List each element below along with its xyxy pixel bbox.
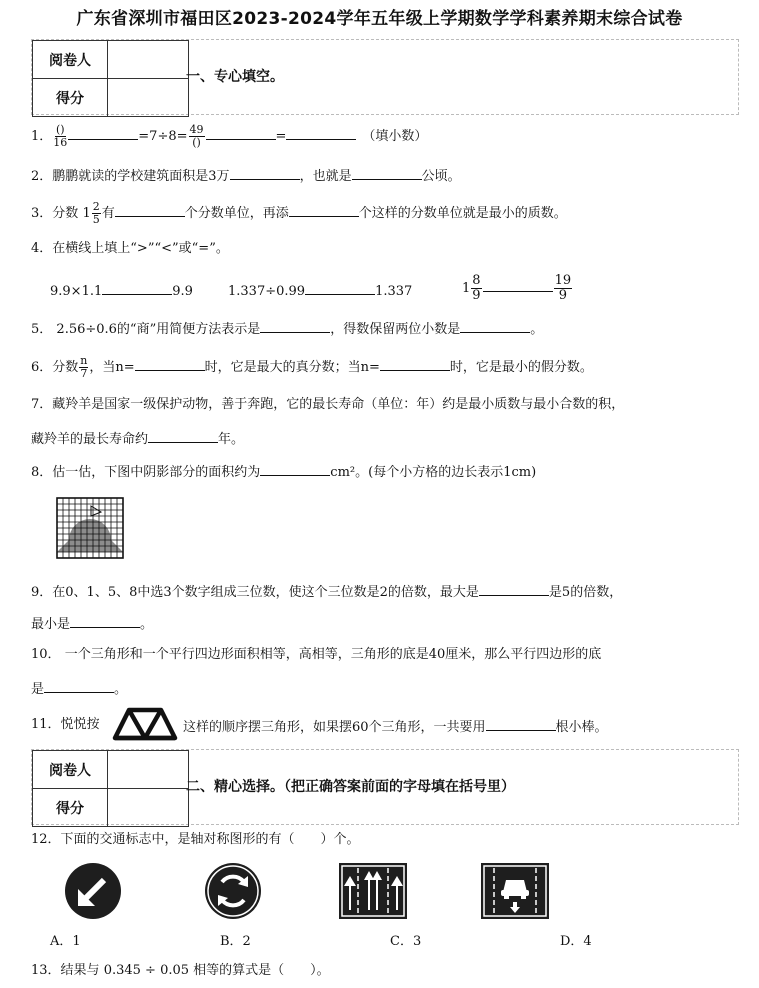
- answer-blank[interactable]: [230, 165, 300, 180]
- answer-blank[interactable]: [260, 461, 330, 476]
- compare-2: [228, 280, 412, 301]
- numerator: 8: [472, 273, 481, 288]
- answer-blank[interactable]: [68, 125, 138, 140]
- question-number: 7．: [31, 397, 53, 412]
- text: 藏羚羊是国家一级保护动物，善于奔跑，它的最长寿命（单位：年）约是最小质数与最小合数的积，: [52, 397, 625, 412]
- sign-arrow-down-left-icon: [64, 862, 122, 920]
- numerator: (): [55, 123, 65, 136]
- text: 公顷。: [421, 169, 461, 184]
- question-5: [31, 318, 543, 339]
- numerator: 2: [92, 200, 100, 213]
- expression: 1.337: [375, 284, 413, 299]
- compare-3: [462, 274, 573, 303]
- question-7-line-2: [31, 428, 244, 449]
- question-1: [31, 124, 427, 149]
- question-number: 9．: [31, 585, 53, 600]
- text: 一个三角形和一个平行四边形面积相等，高相等，三角形的底是40厘米，那么平行四边形的底: [64, 647, 602, 662]
- answer-blank[interactable]: [352, 165, 422, 180]
- sign-car-lane-icon: [480, 862, 550, 920]
- text: =: [275, 129, 287, 144]
- text: 鹏鹏就读的学校建筑面积是3万: [52, 169, 230, 184]
- section-header-fill: [31, 39, 739, 115]
- text: 结果与: [60, 963, 100, 978]
- question-number: 3．: [31, 206, 53, 221]
- mixed-whole: 1: [462, 281, 471, 296]
- denominator: 7: [80, 367, 88, 380]
- text: 2.56÷0.6的“商”用简便方法表示是: [56, 322, 261, 337]
- text: 分数: [52, 360, 79, 375]
- stick-triangles-icon: [111, 706, 179, 742]
- question-12: [31, 831, 360, 849]
- answer-blank[interactable]: [115, 202, 185, 217]
- text: 下面的交通标志中，是轴对称图形的有（ ）个。: [60, 832, 360, 847]
- mixed-whole: 1: [82, 206, 91, 221]
- denominator: 5: [92, 213, 100, 226]
- answer-blank[interactable]: [289, 202, 359, 217]
- text: 藏羚羊的最长寿命约: [31, 432, 149, 447]
- text: 。: [530, 322, 544, 337]
- text: 是5的倍数，: [548, 585, 623, 600]
- fraction: [79, 355, 88, 380]
- sign-roundabout-icon: [204, 862, 262, 920]
- question-7: [31, 396, 624, 414]
- question-11-continued: [183, 716, 608, 737]
- text: 悦悦按: [60, 717, 100, 732]
- expression: 1.337÷0.99: [228, 284, 306, 299]
- numerator: 19: [554, 273, 572, 288]
- hint: （填小数）: [362, 129, 428, 144]
- fraction: [189, 124, 205, 149]
- option-d[interactable]: D．4: [560, 934, 592, 949]
- score-cell[interactable]: [108, 79, 189, 117]
- question-3: [31, 201, 567, 226]
- answer-blank[interactable]: [486, 716, 556, 731]
- answer-blank[interactable]: [380, 356, 450, 371]
- answer-blank[interactable]: [148, 428, 218, 443]
- text: 这样的顺序摆三角形，如果摆60个三角形，一共要用: [183, 720, 486, 735]
- text: 相等的算式是（ ）。: [193, 963, 330, 978]
- triangles-shape: [115, 710, 175, 738]
- fraction: [471, 274, 481, 303]
- text: ，也就是: [299, 169, 352, 184]
- text: 。: [140, 617, 154, 632]
- text: 在0、1、5、8中选3个数字组成三位数，使这个三位数是2的倍数，最大是: [52, 585, 479, 600]
- question-9-line-2: [31, 613, 153, 634]
- question-number: 13．: [31, 963, 61, 978]
- grader-label: 阅卷人: [33, 751, 108, 789]
- text: 最小是: [31, 617, 71, 632]
- text: 分数: [52, 206, 79, 221]
- answer-blank[interactable]: [44, 678, 114, 693]
- answer-blank[interactable]: [135, 356, 205, 371]
- answer-blank[interactable]: [260, 318, 330, 333]
- text: 个这样的分数单位就是最小的质数。: [358, 206, 567, 221]
- question-number: 2．: [31, 169, 53, 184]
- question-11: [31, 716, 100, 734]
- score-label: 得分: [33, 79, 108, 117]
- option-a[interactable]: A．1: [50, 934, 81, 949]
- question-4: [31, 240, 229, 258]
- question-number: 5．: [31, 322, 53, 337]
- question-number: 11．: [31, 717, 61, 732]
- grader-table: [32, 750, 189, 827]
- answer-blank[interactable]: [479, 581, 549, 596]
- denominator: 16: [53, 136, 68, 149]
- expression: 9.9×1.1: [50, 284, 103, 299]
- text: 时，它是最小的假分数。: [449, 360, 593, 375]
- question-number: 12．: [31, 832, 61, 847]
- section-header-choice: [31, 749, 739, 825]
- sign-lane-directions-icon: [338, 862, 408, 920]
- option-c[interactable]: C．3: [390, 934, 422, 949]
- flag-shape: [91, 506, 101, 516]
- text: 时，它是最大的真分数；当n=: [204, 360, 380, 375]
- grid-shaded-figure: [55, 496, 125, 562]
- grader-table: [32, 40, 189, 117]
- section-title: 二、精心选择。（把正确答案前面的字母填在括号里）: [186, 779, 515, 795]
- fraction: [92, 201, 101, 226]
- text: 估一估，下图中阴影部分的面积约为: [52, 465, 261, 480]
- grader-label: 阅卷人: [33, 41, 108, 79]
- question-6: [31, 355, 593, 380]
- grader-cell[interactable]: [108, 751, 189, 789]
- question-number: 10．: [31, 647, 61, 662]
- fraction: [554, 274, 573, 303]
- score-label: 得分: [33, 789, 108, 827]
- denominator: 9: [558, 288, 567, 303]
- text: 是: [31, 682, 45, 697]
- text: cm²。(每个小方格的边长表示1cm): [330, 465, 537, 480]
- question-8: [31, 461, 536, 482]
- answer-blank[interactable]: [305, 280, 375, 295]
- denominator: 9: [472, 288, 481, 303]
- question-number: 6．: [31, 360, 53, 375]
- shaded-region: [57, 519, 123, 552]
- numerator: n: [80, 354, 88, 367]
- question-10-line-2: [31, 678, 127, 699]
- question-number: 1．: [31, 129, 53, 144]
- question-2: [31, 165, 461, 186]
- text: 个分数单位，再添: [184, 206, 289, 221]
- question-9: [31, 581, 622, 602]
- answer-blank[interactable]: [483, 277, 553, 292]
- grader-cell[interactable]: [108, 41, 189, 79]
- score-cell[interactable]: [108, 789, 189, 827]
- numerator: 49: [189, 123, 204, 136]
- text: =7÷8=: [138, 129, 188, 144]
- answer-blank[interactable]: [206, 125, 276, 140]
- text: ，当n=: [89, 360, 135, 375]
- expression: 9.9: [172, 284, 193, 299]
- option-b[interactable]: B．2: [220, 934, 251, 949]
- expression: 0.345 ÷ 0.05: [103, 963, 190, 978]
- question-10: [31, 646, 601, 664]
- answer-blank[interactable]: [102, 280, 172, 295]
- question-number: 8．: [31, 465, 53, 480]
- page-title: 广东省深圳市福田区2023-2024学年五年级上学期数学学科素养期末综合试卷: [76, 9, 683, 29]
- fraction: [53, 124, 67, 149]
- question-number: 4．: [31, 241, 53, 256]
- text: 在横线上填上“>”“<”或“=”。: [52, 241, 229, 256]
- text: 有: [101, 206, 115, 221]
- section-title: 一、专心填空。: [186, 69, 284, 85]
- text: 年。: [218, 432, 245, 447]
- compare-1: [50, 280, 193, 301]
- answer-blank[interactable]: [70, 613, 140, 628]
- text: 。: [114, 682, 128, 697]
- denominator: (): [192, 136, 201, 149]
- text: ，得数保留两位小数是: [330, 322, 461, 337]
- question-13: [31, 962, 330, 980]
- answer-blank[interactable]: [460, 318, 530, 333]
- answer-blank[interactable]: [286, 125, 356, 140]
- text: 根小棒。: [555, 720, 608, 735]
